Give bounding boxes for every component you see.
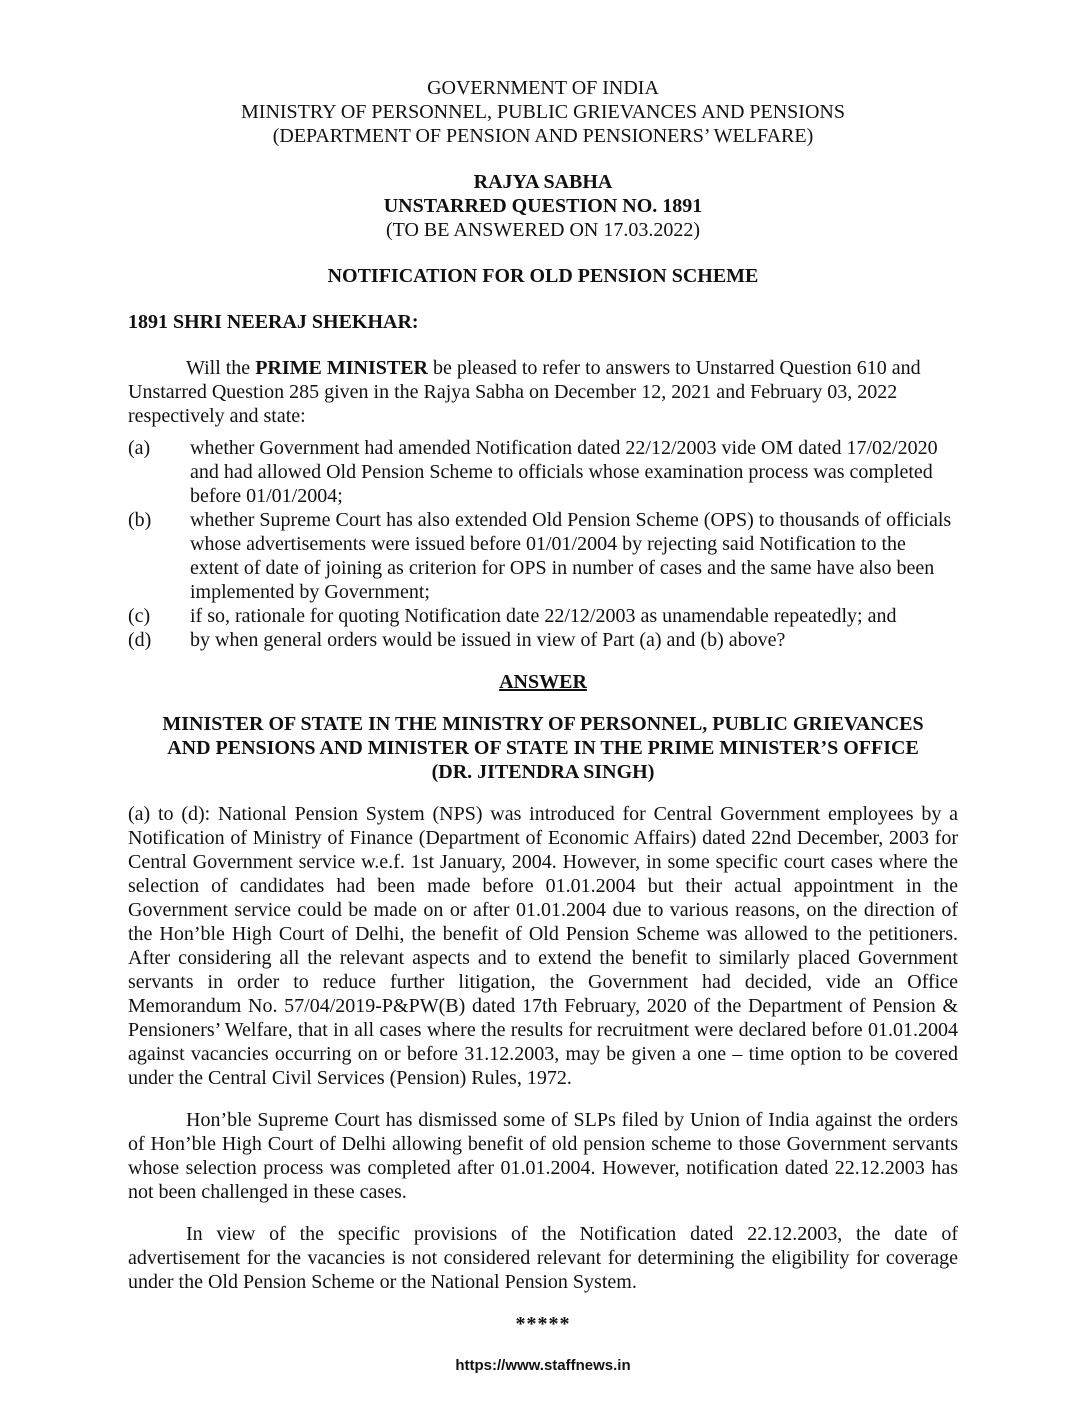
header-line-3: (DEPARTMENT OF PENSION AND PENSIONERS’ WELFARE) — [272, 125, 814, 147]
footer-url: https://www.staffnews.in — [455, 1357, 631, 1374]
question-text: whether Supreme Court has also extended Old Pension Scheme (OPS) to thousands of officials whose advertisements were issued before 01/01/2004 by rejecting said Notification to the extent of date of joining as criterion for OPS in number of cases and the same have also been implemented by Government; — [190, 509, 952, 603]
answer-paragraph-1: (a) to (d): National Pension System (NPS) was introduced for Central Government employees by a Notification of Ministry of Finance (Department of Economic Affairs) dated 22nd December, 2003 for Central Government service w.e.f. 1st January, 2004. However, in some specific court cases where the selection of candidates had been made before 01.01.2004 but their actual appointment in the Government service could be made on or after 01.01.2004 due to various reasons, on the direction of the Hon’ble High Court of Delhi, the benefit of Old Pension Scheme was allowed to the petitioners. After considering all the relevant aspects and to extend the benefit to similarly placed Government servants in order to reduce further litigation, the Government had decided, vide an Office Memorandum No. 57/04/2019-P&PW(B) dated 17th February, 2020 of the Department of Pension & Pensioners’ Welfare, that in all cases where the results for recruitment were declared before 01.01.2004 against vacancies occurring on or before 31.12.2003, may be given a one – time option to be covered under the Central Civil Services (Pension) Rules, 1972. — [128, 803, 958, 1089]
question-label: (a) — [128, 437, 151, 459]
question-item — [128, 436, 958, 508]
question-intro-before: Will the — [186, 357, 256, 379]
header-line-1: GOVERNMENT OF INDIA — [427, 77, 659, 99]
minister-heading — [128, 712, 958, 784]
question-list — [128, 436, 958, 652]
question-intro-after: be pleased to refer to answers to Unstarred Question 610 and Unstarred Question 285 given in the Rajya Sabha on December 12, 2021 and February 03, 2022 respectively and state: — [128, 357, 921, 427]
minister-line-1: MINISTER OF STATE IN THE MINISTRY OF PERSONNEL, PUBLIC GRIEVANCES — [162, 713, 924, 735]
minister-line-3: (DR. JITENDRA SINGH) — [431, 761, 655, 783]
question-text: if so, rationale for quoting Notification date 22/12/2003 as unamendable repeatedly; and — [190, 605, 897, 627]
answer-date: (TO BE ANSWERED ON 17.03.2022) — [385, 219, 701, 241]
question-label: (d) — [128, 629, 152, 651]
end-marker: ***** — [515, 1313, 571, 1335]
question-intro-addressee: PRIME MINISTER — [255, 357, 428, 379]
question-text: by when general orders would be issued in view of Part (a) and (b) above? — [190, 629, 786, 651]
document-page — [128, 76, 958, 1393]
question-intro — [128, 356, 958, 428]
answer-heading: ANSWER — [499, 671, 587, 693]
answer-paragraph-2: Hon’ble Supreme Court has dismissed some of SLPs filed by Union of India against the orders of Hon’ble High Court of Delhi allowing benefit of old pension scheme to those Government servants whose selection process was completed after 01.01.2004. However, notification dated 22.12.2003 has not been challenged in these cases. — [128, 1109, 958, 1203]
government-header — [128, 76, 958, 148]
question-item — [128, 604, 958, 628]
question-label: (c) — [128, 605, 151, 627]
header-line-2: MINISTRY OF PERSONNEL, PUBLIC GRIEVANCES AND PENSIONS — [241, 101, 845, 123]
answer-paragraph-3: In view of the specific provisions of the Notification dated 22.12.2003, the date of advertisement for the vacancies is not considered relevant for determining the eligibility for coverage under the Old Pension Scheme or the National Pension System. — [128, 1223, 958, 1293]
asker-name: 1891 SHRI NEERAJ SHEKHAR: — [128, 311, 419, 333]
minister-line-2: AND PENSIONS AND MINISTER OF STATE IN THE PRIME MINISTER’S OFFICE — [167, 737, 919, 759]
question-item — [128, 508, 958, 604]
question-item — [128, 628, 958, 652]
question-number: UNSTARRED QUESTION NO. 1891 — [383, 195, 703, 217]
house-name: RAJYA SABHA — [473, 171, 613, 193]
question-text: whether Government had amended Notification dated 22/12/2003 vide OM dated 17/02/2020 and had allowed Old Pension Scheme to officials whose examination process was completed before 01/01/2004; — [190, 437, 938, 507]
question-header — [128, 170, 958, 242]
subject-title: NOTIFICATION FOR OLD PENSION SCHEME — [327, 265, 759, 287]
question-label: (b) — [128, 509, 152, 531]
